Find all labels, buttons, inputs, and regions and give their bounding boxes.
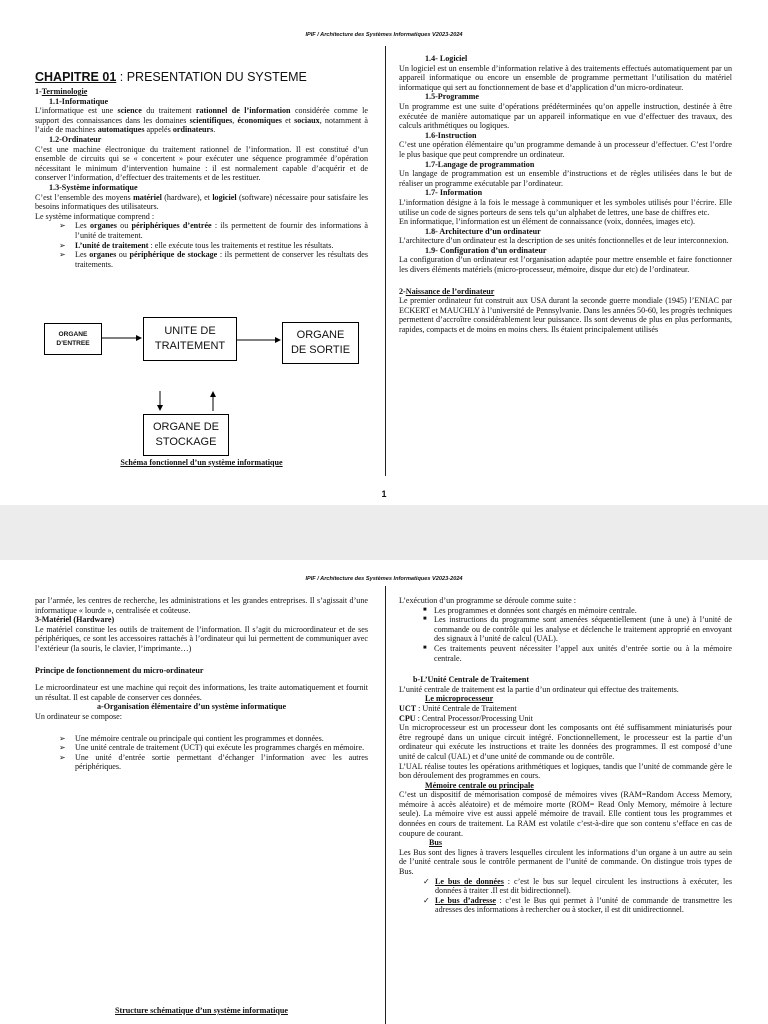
subsection-heading: 1.7- Information xyxy=(425,188,483,198)
paragraph: Un ordinateur se compose: xyxy=(35,711,122,721)
subsection-heading: a-Organisation élémentaire d’un système informatique xyxy=(97,702,287,712)
square-bullet-icon: ■ xyxy=(423,606,427,613)
page-number: 1 xyxy=(381,489,387,499)
paragraph: C’est un dispositif de mémorisation composé de mémoires vives (RAM=Random Access Memory, mémoire à accès aléatoire) et de mémoire morte (ROM= Read Only Memory, mémoire à lecture seule). La mémoire vive est aussi appelé mémoire de travail. Elle contient tous les programmes et données en cours de traitement. La RAM est volatile c’est-à-dire que son contenu s’efface en cas de coupure de courant. xyxy=(399,790,732,838)
page-header: IPIF / Architecture des Systèmes Informatiques V2023-2024 xyxy=(305,32,463,38)
paragraph: Le microordinateur est une machine qui reçoit des informations, les traite automatiquement et fournit un résultat. Il est capable de conserver ces données. xyxy=(35,683,368,702)
paragraph: Un programme est une suite d’opérations prédéterminées qu’on appelle instruction, destinée à être exécutée de manière automatique par un appareil informatique en vue d’effectuer des travaux, des calculs arithmétiques ou logiques. xyxy=(399,101,732,131)
subsection-heading: 1.1-Informatique xyxy=(49,96,109,106)
check-bullet-list xyxy=(399,877,732,915)
subsection-heading: 1.8- Architecture d’un ordinateur xyxy=(425,226,541,236)
page-gap xyxy=(0,505,768,560)
arrow-bullet-icon: ➢ xyxy=(59,743,66,753)
subsection-heading: 1.5-Programme xyxy=(425,92,480,102)
subsection-heading: 1.2-Ordinateur xyxy=(49,134,102,144)
list-item: ✓ Le bus de données : c’est le bus sur lequel circulent les instructions à exécuter, les données à traiter .Il est dit bidirectionnel). xyxy=(423,876,732,896)
paragraph: par l’armée, les centres de recherche, les administrations et les grandes entreprises. Il s’agissait d’une informatique « lourde », centralisée et coûteuse. xyxy=(35,596,368,615)
arrow-bullet-icon: ➢ xyxy=(59,250,66,260)
figure-caption: Schéma fonctionnel d’un système informatique xyxy=(120,458,283,467)
square-bullet-icon: ■ xyxy=(423,644,427,651)
paragraph: C’est une machine électronique du traitement rationnel de l’information. Il est constitué d’un ensemble de circuits qui se « concertent » pour exécuter une séquence programmée d’opération nécessitant le minimum d’intervention humaine : il est normalement capable d’acquérir et de conserver l’information, d’effectuer des traitements et de les restituer. xyxy=(35,144,368,183)
document-page-2 xyxy=(0,560,768,1024)
list-item: ■ Les programmes et données sont chargés en mémoire centrale. xyxy=(423,605,637,615)
paragraph: En informatique, l’information est un élément de connaissance (voix, données, images etc). xyxy=(399,217,696,227)
arrow-bullet-icon: ➢ xyxy=(59,221,66,231)
diagram-box-processing-unit: UNITE DE TRAITEMENT xyxy=(143,317,237,361)
list-item: ■ Ces traitements peuvent nécessiter l’appel aux unités d’entrée sortie ou à la mémoire centrale. xyxy=(423,643,732,663)
chapter-title: CHAPITRE 01 : PRESENTATION DU SYSTEME xyxy=(35,70,307,84)
definition-line: CPU : Central Processor/Processing Unit xyxy=(399,713,533,723)
checkmark-bullet-icon: ✓ xyxy=(423,876,430,886)
diagram-box-storage: ORGANE DE STOCKAGE xyxy=(143,414,229,456)
list-item: ➢ Une mémoire centrale ou principale qui contient les programmes et données. xyxy=(59,733,324,743)
left-column xyxy=(35,596,368,772)
checkmark-bullet-icon: ✓ xyxy=(423,895,430,905)
arrow-bullet-icon: ➢ xyxy=(59,733,66,743)
right-column xyxy=(399,596,732,915)
section-heading: b-L’Unité Centrale de Traitement xyxy=(413,675,530,685)
paragraph: L’exécution d’un programme se déroule comme suite : xyxy=(399,596,577,605)
arrow-bullet-icon: ➢ xyxy=(59,752,66,762)
document-page-1 xyxy=(0,0,768,505)
list-item: ➢ L’unité de traitement : elle exécute tous les traitements et restitue les résultats. xyxy=(59,240,334,250)
square-bullet-list xyxy=(399,606,732,664)
figure-caption: Structure schématique d’un système informatique xyxy=(115,1006,288,1015)
paragraph: Un microprocesseur est un processeur dont les composants ont été suffisamment miniaturisés pour être regroupé dans un unique circuit intégré. Fonctionnellement, le processeur est la partie d’un ordinateur qui exécute les instructions et traite les données des programmes. Il est composé d’une unité de calcul (UAL) et d’une unité de commande ou de contrôle. xyxy=(399,723,732,761)
diagram-box-input: ORGANE D’ENTREE xyxy=(44,323,102,355)
paragraph: Les Bus sont des lignes à travers lesquelles circulent les informations d’un organe à un autre au sein de l’unité centrale sous le contrôle permanent de l’unité de commande. On distingue trois types de Bus. xyxy=(399,847,732,877)
paragraph: L’informatique est une science du traitement rationnel de l’information considérée comme le support des connaissances dans les domaines scientifiques, économiques et sociaux, notamment à l’aide de machines automatiques appelés ordinateurs. xyxy=(35,106,368,135)
paragraph: L’UAL réalise toutes les opérations arithmétiques et logiques, tandis que l’unité de commande gère le bon déroulement des programmes en cours. xyxy=(399,761,732,781)
subsection-heading: Mémoire centrale ou principale xyxy=(425,780,534,790)
subsection-heading: 1.3-Système informatique xyxy=(49,182,138,192)
paragraph: Le système informatique comprend : xyxy=(35,211,155,221)
subsection-heading: Le microprocesseur xyxy=(425,694,494,704)
page-header: IPIF / Architecture des Systèmes Informatiques V2023-2024 xyxy=(305,576,463,582)
list-item: ➢ Une unité d’entrée sortie permettant d’échanger l’information avec les autres périphériques. xyxy=(59,752,368,772)
paragraph: Un langage de programmation est un ensemble d’instructions et de règles utilisées dans le but de réaliser un programme exécutable par l’ordinateur. xyxy=(399,169,732,188)
paragraph: Le premier ordinateur fut construit aux USA durant la seconde guerre mondiale (1945) l’ENIAC par ECKERT et MAUCHLY à l’université de Pennsylvanie. Dans les années 50-60, les progrès techniques permettent d’accroître considérablement leur puissance. Ils sont devenus de plus en plus performants, rapides, compacts et de moins en moins chers. Ils étaient principalement utilisés xyxy=(399,296,732,335)
paragraph: C’est l’ensemble des moyens matériel (hardware), et logiciel (software) nécessaire pour satisfaire les besoins informatiques des utilisateurs. xyxy=(35,192,369,212)
subsection-heading: 1.7-Langage de programmation xyxy=(425,159,535,169)
subsection-heading: 1.4- Logiciel xyxy=(425,54,468,63)
arrow-bullet-icon: ➢ xyxy=(59,240,66,250)
square-bullet-icon: ■ xyxy=(423,616,427,623)
list-item: ➢ Une unité centrale de traitement (UCT) qui exécute les programmes chargés en mémoire. xyxy=(59,743,365,753)
paragraph: L’information désigne à la fois le message à communiquer et les symboles utilisés pour l’écrire. Elle utilise un code de signes porteurs de sens tels qu’un alphabet de lettres, une base de chiffres etc. xyxy=(399,197,732,217)
list-item: ➢ Les organes ou périphériques d’entrée : ils permettent de fournir des informations à l’unité de traitement. xyxy=(59,221,368,240)
paragraph: L’unité centrale de traitement est la partie d’un ordinateur qui effectue des traitements. xyxy=(399,684,679,694)
subsection-heading: Bus xyxy=(429,838,443,848)
definition-line: UCT : Unité Centrale de Traitement xyxy=(399,703,517,713)
list-item: ✓ Le bus d’adresse : c’est le Bus qui permet à l’unité de commande de transmettre les adresses des informations à rechercher ou à stocker, il est dit unidirectionnel. xyxy=(423,895,732,915)
section-heading: 1-Terminologie xyxy=(35,87,88,96)
paragraph: La configuration d’un ordinateur est l’organisation adaptée pour mettre ensemble et faire fonctionner les divers éléments matériels (micro-processeur, mémoire, disque dur etc) de l’ordinateur. xyxy=(399,255,732,275)
column-divider xyxy=(385,586,386,1024)
section-heading: 2-Naissance de l’ordinateur xyxy=(399,286,495,296)
list-item: ■ Les instructions du programme sont amenées séquentiellement (une à une) à l’unité de commande ou de contrôle qui les analyse et déclenche le traitement approprié en envoyant des signaux à l’unité de calcul (UAL). xyxy=(423,615,732,644)
bullet-list xyxy=(35,734,368,772)
list-item: ➢ Les organes ou périphérique de stockage : ils permettent de conserver les résultats des traitements. xyxy=(59,250,369,269)
paragraph: Le matériel constitue les outils de traitement de l’information. Il s’agit du microordinateur et de ses périphériques, ce sont les accessoires rattachés à l’ordinateur qui lui permettent de communiquer avec l’extérieur (la souris, le clavier, l’imprimante…) xyxy=(35,624,368,653)
subsection-heading: 1.9- Configuration d’un ordinateur xyxy=(425,245,547,255)
section-heading: Principe de fonctionnement du micro-ordinateur xyxy=(35,665,204,675)
paragraph: L’architecture d’un ordinateur est la description de ses unités fonctionnelles et de leur interconnexion. xyxy=(399,236,729,246)
right-column xyxy=(399,54,732,335)
section-heading: 3-Matériel (Hardware) xyxy=(35,615,115,625)
paragraph: C’est une opération élémentaire qu’un programme demande à un processeur d’effectuer. C’est l’ordre le plus basique que peut comprendre un ordinateur. xyxy=(399,140,732,159)
subsection-heading: 1.6-Instruction xyxy=(425,130,477,140)
paragraph: Un logiciel est un ensemble d’information relative à des traitements effectués automatiquement par un appareil informatique ou encore un ensemble de programme permettant l’utilisation du matériel informatique qui sert au fonctionnement de base et d’application d’un micro-ordinateur. xyxy=(399,63,732,92)
diagram-box-output: ORGANE DE SORTIE xyxy=(282,322,359,364)
